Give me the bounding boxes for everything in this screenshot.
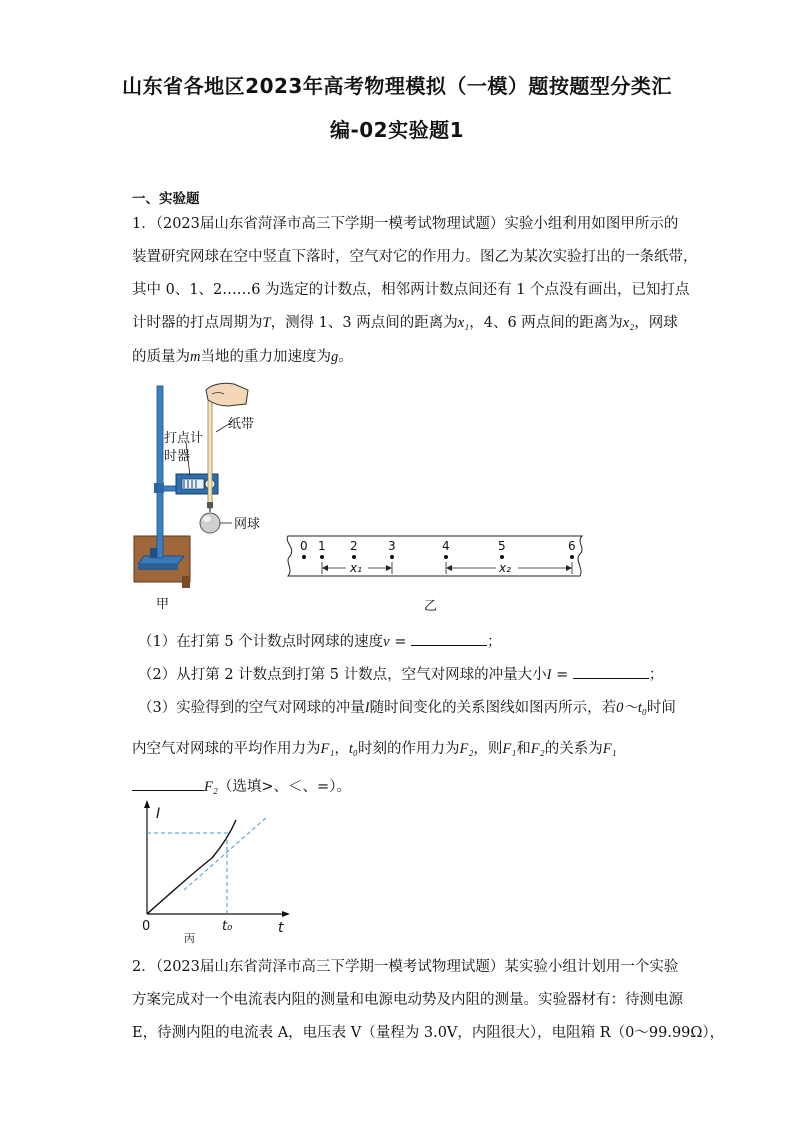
q2-line-1: 2．（2023届山东省菏泽市高三下学期一模考试物理试题）某实验小组计划用一个实验 — [132, 959, 679, 975]
tape-point-label-6: 6 — [568, 539, 576, 553]
q1-line-4: 计时器的打点周期为T，测得 1、3 两点间的距离为x₁，4、6 两点间的距离为x₂，网球 — [132, 315, 678, 331]
var-g: g — [330, 349, 339, 365]
figure-jia-apparatus — [128, 380, 276, 612]
answer-blank-1[interactable] — [411, 631, 487, 646]
q1-part-3-cont: 内空气对网球的平均作用力为F₁，t₀时刻的作用力为F₂，则F₁和F₂的关系为F₁ — [132, 741, 617, 757]
q1-part-2: （2）从打第 2 计数点到打第 5 计数点，空气对网球的冲量大小I = ； — [138, 663, 663, 684]
table-leg — [182, 576, 190, 588]
tape-point-label-1: 1 — [318, 539, 326, 553]
q1-line-1: 1．（2023届山东省菏泽市高三下学期一模考试物理试题）实验小组利用如图甲所示的 — [132, 216, 679, 232]
impulse-curve — [147, 820, 236, 914]
origin-label: 0 — [142, 919, 151, 934]
paper-tape — [208, 392, 212, 508]
tape-point-label-2: 2 — [350, 539, 358, 553]
q1-line-3: 其中 0、1、2……6 为选定的计数点，相邻两计数点间还有 1 个点没有画出，已知打点 — [132, 282, 690, 298]
stand-rod — [157, 386, 163, 558]
tape-dot-5 — [500, 555, 504, 559]
tape-dot-6 — [570, 555, 574, 559]
var-m: m — [190, 349, 201, 365]
y-axis-label: I — [156, 806, 161, 822]
answer-blank-2[interactable] — [573, 664, 649, 679]
var-x2: x₂ — [622, 315, 635, 331]
tape-dot-4 — [444, 555, 448, 559]
tape-dot-2 — [352, 555, 356, 559]
tape-point-label-3: 3 — [388, 539, 396, 553]
tape-point-label-4: 4 — [442, 539, 450, 553]
q1-line-2: 装置研究网球在空中竖直下落时，空气对它的作用力。图乙为某次实验打出的一条纸带， — [132, 249, 698, 265]
figure-yi-tape — [284, 528, 594, 618]
hand — [206, 383, 248, 406]
document-title-line-2: 编-02实验题1 — [329, 118, 465, 142]
x2-label: x₂ — [499, 561, 511, 575]
q1-part-3-end: F₂（选填>、＜、=）。 — [132, 775, 351, 796]
tape-dot-3 — [390, 555, 394, 559]
tape-dot-0 — [302, 555, 306, 559]
tape-outline — [287, 536, 582, 576]
q1-line-5: 的质量为m当地的重力加速度为g。 — [132, 349, 353, 365]
caption-bing: 丙 — [184, 932, 195, 945]
x1-label: x₁ — [350, 561, 362, 575]
document-title-line-1: 山东省各地区2023年高考物理模拟（一模）题按题型分类汇 — [122, 74, 672, 98]
tennis-ball — [200, 513, 220, 533]
x-axis-label: t — [278, 920, 284, 936]
label-ball: 网球 — [234, 517, 261, 532]
section-heading: 一、实验题 — [132, 191, 200, 207]
tangent-line — [184, 816, 268, 890]
var-x1: x₁ — [457, 315, 470, 331]
tape-point-label-0: 0 — [300, 539, 308, 553]
q2-line-3: E，待测内阻的电流表 A，电压表 V（量程为 3.0V，内阻很大），电阻箱 R（0～99.99Ω）， — [132, 1025, 725, 1041]
caption-yi: 乙 — [424, 599, 438, 614]
label-tape: 纸带 — [228, 417, 255, 432]
answer-blank-3[interactable] — [132, 776, 204, 791]
q1-part-3: （3）实验得到的空气对网球的冲量I随时间变化的关系图线如图丙所示，若0～t₀时间 — [138, 700, 676, 716]
caption-jia: 甲 — [156, 597, 170, 612]
q1-part-1: （1）在打第 5 个计数点时网球的速度v = ； — [138, 630, 501, 651]
figure-bing-graph — [134, 800, 294, 946]
label-timer: 打点计 — [164, 431, 204, 446]
tape-point-label-5: 5 — [498, 539, 506, 553]
label-timer-2: 时器 — [164, 449, 191, 464]
tape-dot-1 — [320, 555, 324, 559]
var-T: T — [262, 315, 271, 331]
q2-line-2: 方案完成对一个电流表内阻的测量和电源电动势及内阻的测量。实验器材有：待测电源 — [132, 992, 683, 1008]
t0-label: t₀ — [222, 919, 233, 934]
